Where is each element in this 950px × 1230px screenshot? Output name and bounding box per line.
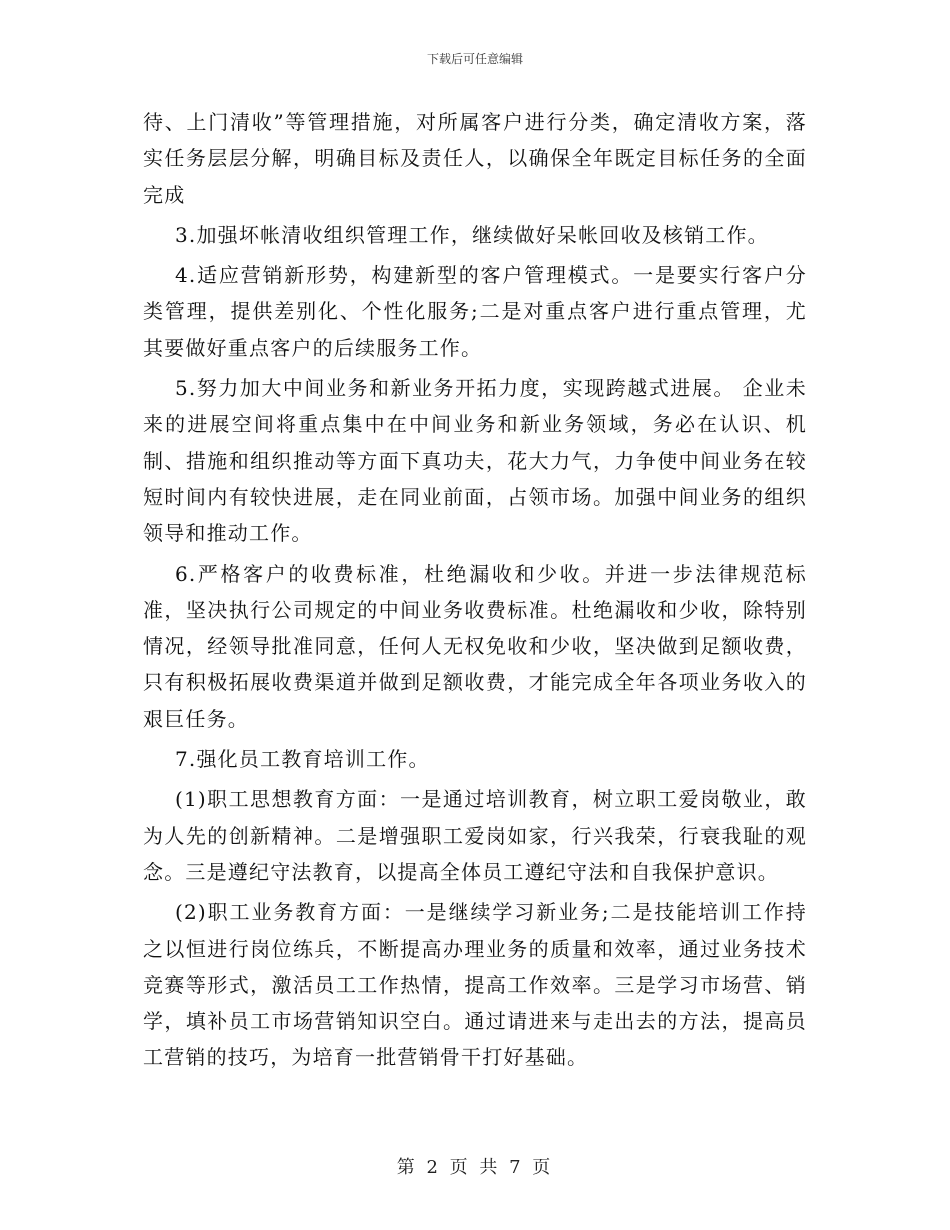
paragraph-subitem-2: (2)职工业务教育方面：一是继续学习新业务;二是技能培训工作持之以恒进行岗位练兵，不断提高办理业务的质量和效率，通过业务技术竞赛等形式，激活员工工作热情，提高工作效率。三是学习市场营、销学，填补员工市场营销知识空白。通过请进来与走出去的方法，提高员工营销的技巧，为培育一批营销骨干打好基础。	[143, 900, 807, 1070]
page-header: 下载后可任意编辑	[426, 52, 523, 66]
paragraph-item-3: 3.加强坏帐清收组织管理工作，继续做好呆帐回收及核销工作。	[175, 222, 769, 247]
paragraph-item-6: 6.严格客户的收费标准，杜绝漏收和少收。并进一步法律规范标准，坚决执行公司规定的中间业务收费标准。杜绝漏收和少收，除特别情况，经领导批准同意，任何人无权免收和少收，坚决做到足额收费，只有积极拓展收费渠道并做到足额收费，才能完成全年各项业务收入的艰巨任务。	[143, 561, 807, 731]
paragraph-item-4: 4.适应营销新形势，构建新型的客户管理模式。一是要实行客户分类管理，提供差别化、个性化服务;二是对重点客户进行重点管理，尤其要做好重点客户的后续服务工作。	[143, 263, 807, 360]
page-number: 第 2 页 共 7 页	[396, 1157, 554, 1178]
paragraph-item-7: 7.强化员工教育培训工作。	[175, 747, 430, 772]
document-body	[143, 104, 807, 1076]
paragraph-continuation: 待、上门清收”等管理措施，对所属客户进行分类，确定清收方案，落实任务层层分解，明确目标及责任人，以确保全年既定目标任务的全面完成	[143, 110, 807, 207]
paragraph-subitem-1: (1)职工思想教育方面：一是通过培训教育，树立职工爱岗敬业，敢为人先的创新精神。二是增强职工爱岗如家，行兴我荣，行衰我耻的观念。三是遵纪守法教育，以提高全体员工遵纪守法和自我保护意识。	[143, 787, 807, 884]
paragraph-item-5: 5.努力加大中间业务和新业务开拓力度，实现跨越式进展。 企业未来的进展空间将重点集中在中间业务和新业务领域，务必在认识、机制、措施和组织推动等方面下真功夫，花大力气，力争使中间业务在较短时间内有较快进展，走在同业前面，占领市场。加强中间业务的组织领导和推动工作。	[143, 376, 807, 546]
